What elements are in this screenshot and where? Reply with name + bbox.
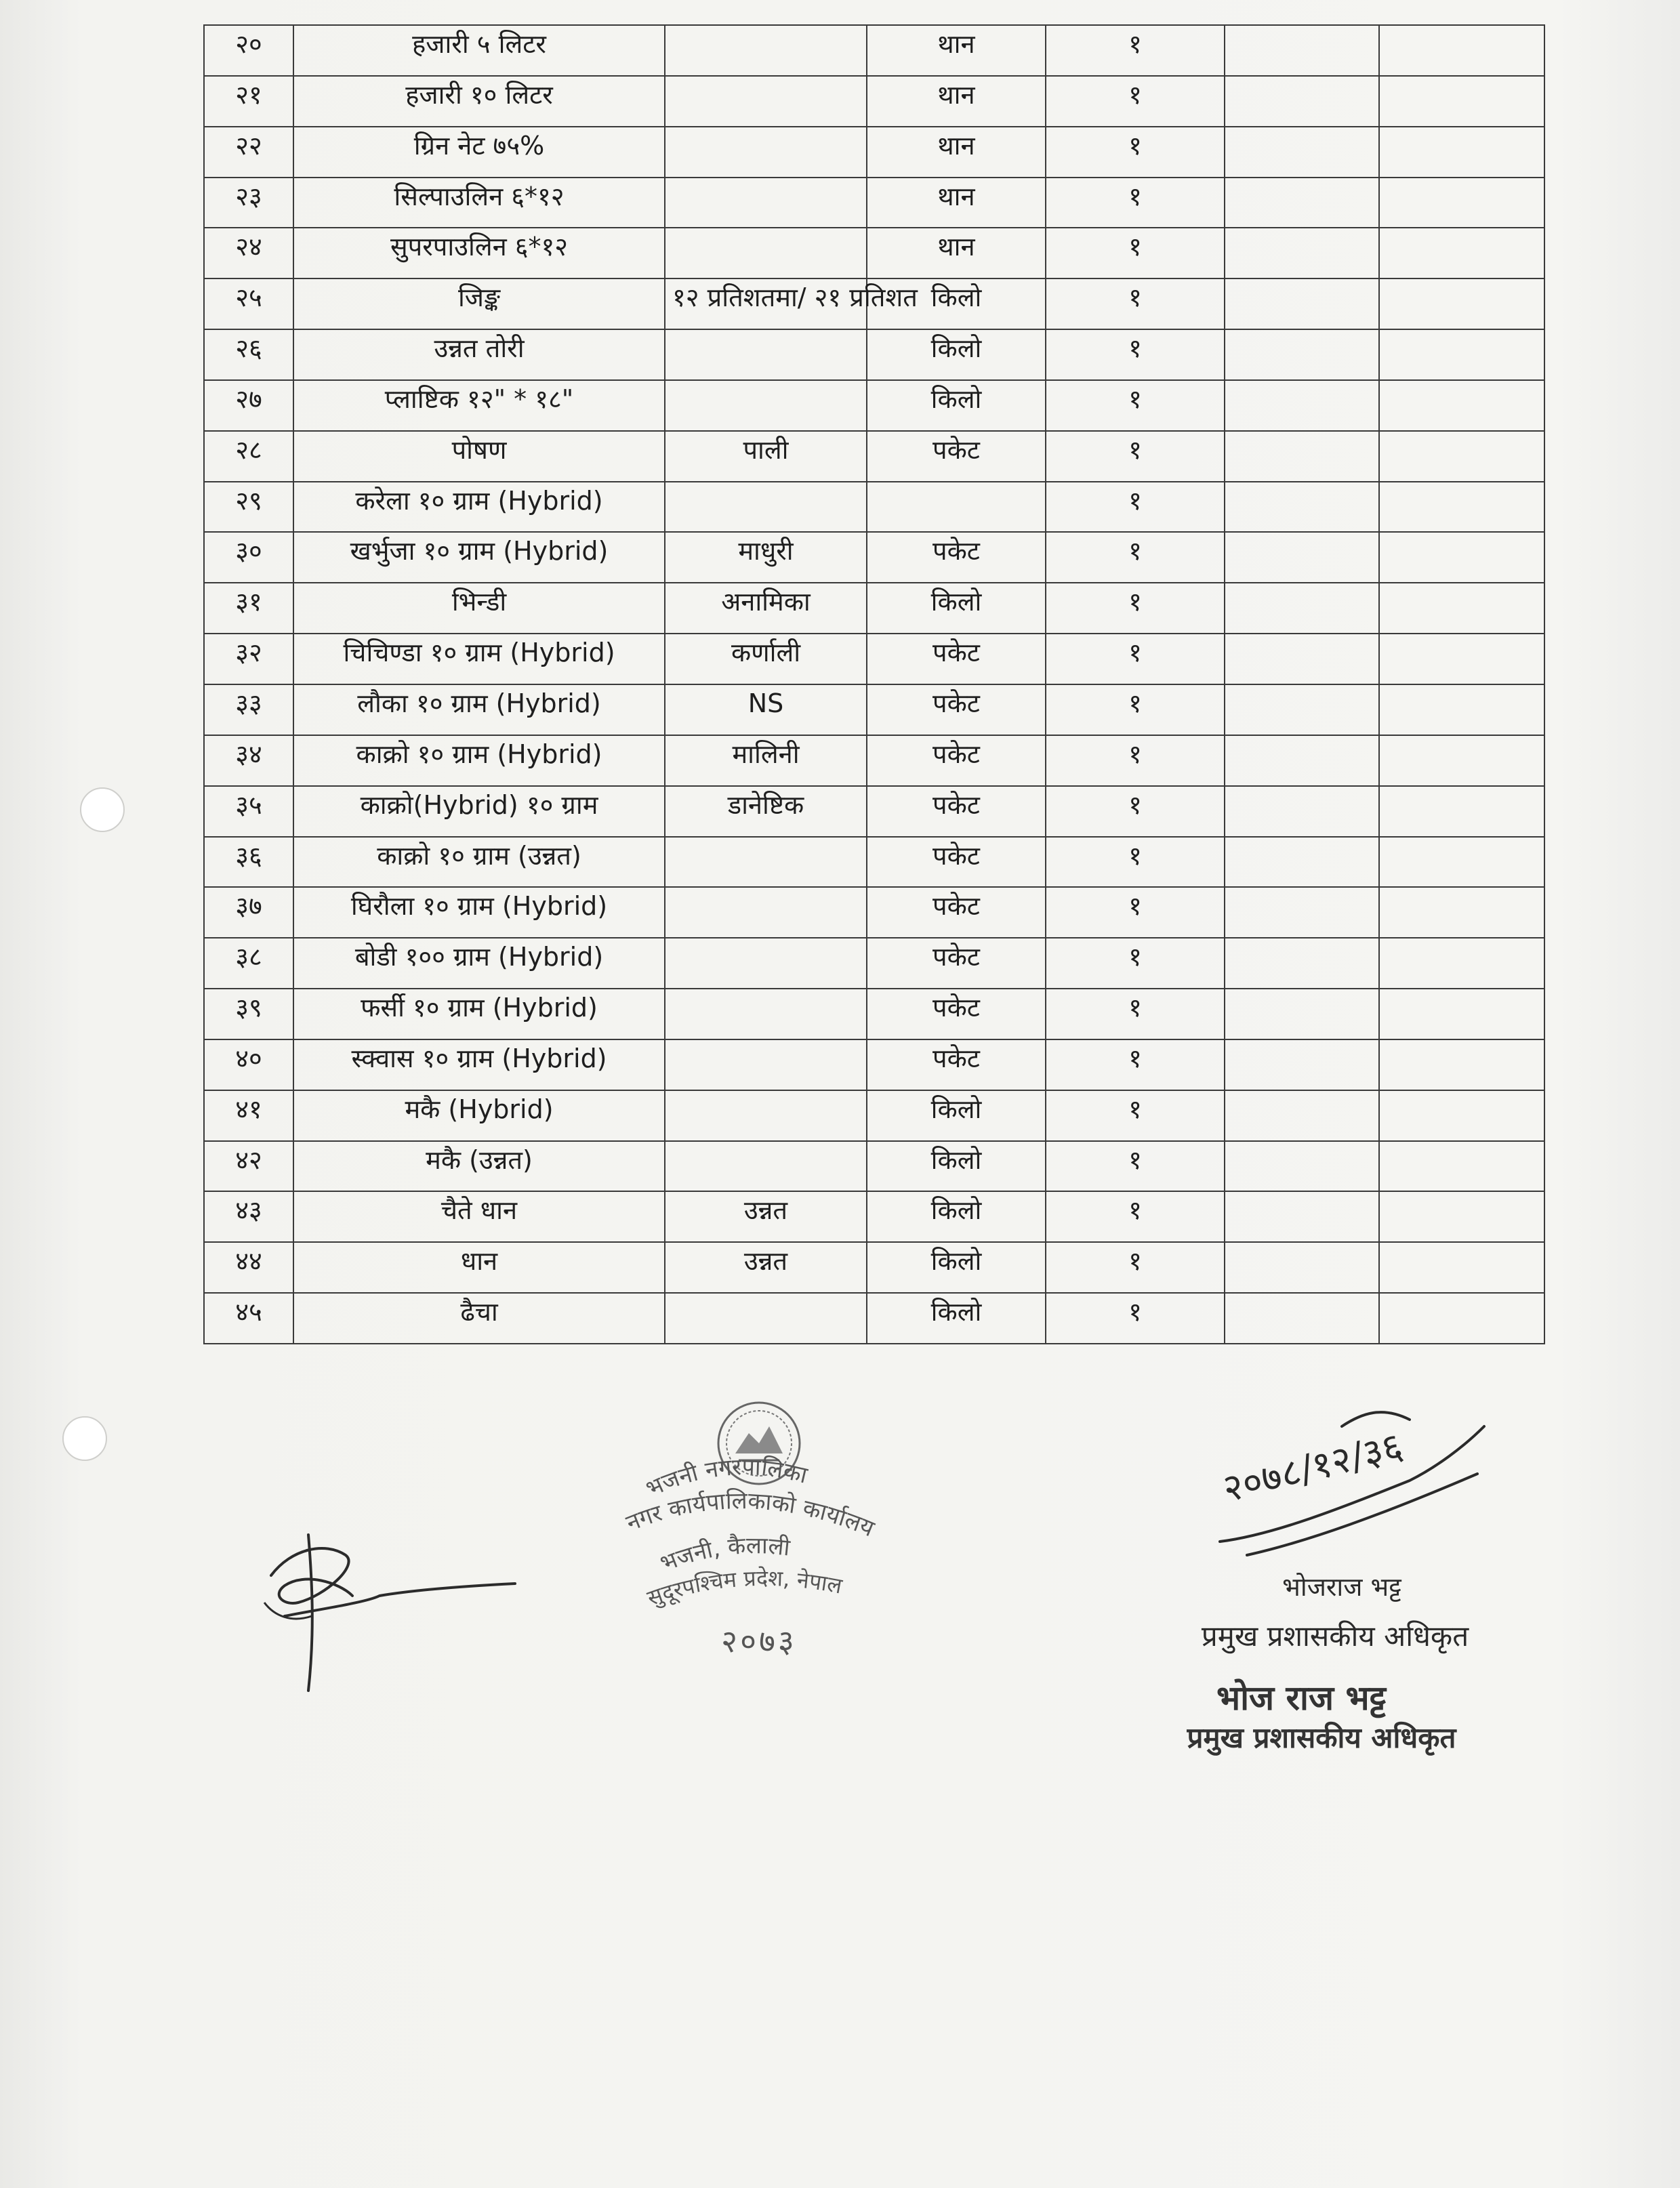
serial-number-cell: ३२ bbox=[204, 634, 293, 684]
table-row bbox=[204, 278, 1544, 329]
table-row bbox=[204, 1293, 1544, 1344]
unit-cell: पकेट bbox=[867, 1039, 1046, 1090]
quantity-cell: १ bbox=[1046, 127, 1225, 178]
quantity-cell: १ bbox=[1046, 178, 1225, 228]
table-row bbox=[204, 76, 1544, 127]
unit-cell: किलो bbox=[867, 1141, 1046, 1192]
blank-cell bbox=[1225, 786, 1379, 837]
punch-hole bbox=[62, 1416, 107, 1461]
unit-cell: पकेट bbox=[867, 938, 1046, 989]
table-row bbox=[204, 634, 1544, 684]
svg-text:भजनी नगरपालिका: भजनी नगरपालिका bbox=[642, 1453, 811, 1503]
variety-cell: उन्नत bbox=[665, 1191, 867, 1242]
serial-number-cell: ३५ bbox=[204, 786, 293, 837]
officer-printed-title: प्रमुख प्रशासकीय अधिकृत bbox=[1187, 1721, 1456, 1754]
item-name-cell: ढैचा bbox=[293, 1293, 665, 1344]
unit-cell: किलो bbox=[867, 583, 1046, 634]
blank-cell bbox=[1225, 1141, 1379, 1192]
serial-number-cell: ३३ bbox=[204, 684, 293, 735]
unit-cell: थान bbox=[867, 228, 1046, 278]
item-name-cell: पोषण bbox=[293, 431, 665, 482]
variety-cell: डानेष्टिक bbox=[665, 786, 867, 837]
unit-cell: पकेट bbox=[867, 735, 1046, 786]
item-name-cell: धान bbox=[293, 1242, 665, 1293]
serial-number-cell: ४० bbox=[204, 1039, 293, 1090]
quantity-cell: १ bbox=[1046, 837, 1225, 888]
item-name-cell: जिङ्क bbox=[293, 278, 665, 329]
table-row bbox=[204, 837, 1544, 888]
table-row bbox=[204, 684, 1544, 735]
blank-cell bbox=[1379, 278, 1544, 329]
variety-cell bbox=[665, 1039, 867, 1090]
variety-cell bbox=[665, 887, 867, 938]
quantity-cell: १ bbox=[1046, 329, 1225, 380]
blank-cell bbox=[1225, 583, 1379, 634]
item-name-cell: लौका १० ग्राम (Hybrid) bbox=[293, 684, 665, 735]
blank-cell bbox=[1225, 1293, 1379, 1344]
variety-cell bbox=[665, 1090, 867, 1141]
blank-cell bbox=[1225, 431, 1379, 482]
quantity-cell: १ bbox=[1046, 25, 1225, 76]
variety-cell: माधुरी bbox=[665, 532, 867, 583]
variety-cell bbox=[665, 1141, 867, 1192]
unit-cell: थान bbox=[867, 76, 1046, 127]
blank-cell bbox=[1225, 938, 1379, 989]
unit-cell: किलो bbox=[867, 278, 1046, 329]
unit-cell: किलो bbox=[867, 1191, 1046, 1242]
table-row bbox=[204, 329, 1544, 380]
quantity-cell: १ bbox=[1046, 532, 1225, 583]
blank-cell bbox=[1379, 482, 1544, 533]
item-name-cell: काक्रो १० ग्राम (Hybrid) bbox=[293, 735, 665, 786]
table-row bbox=[204, 887, 1544, 938]
item-name-cell: काक्रो(Hybrid) १० ग्राम bbox=[293, 786, 665, 837]
variety-cell: पाली bbox=[665, 431, 867, 482]
blank-cell bbox=[1225, 380, 1379, 431]
serial-number-cell: २९ bbox=[204, 482, 293, 533]
serial-number-cell: ३४ bbox=[204, 735, 293, 786]
item-name-cell: मकै (उन्नत) bbox=[293, 1141, 665, 1192]
item-name-cell: करेला १० ग्राम (Hybrid) bbox=[293, 482, 665, 533]
blank-cell bbox=[1379, 837, 1544, 888]
blank-cell bbox=[1379, 1242, 1544, 1293]
serial-number-cell: २६ bbox=[204, 329, 293, 380]
unit-cell: पकेट bbox=[867, 634, 1046, 684]
variety-cell: NS bbox=[665, 684, 867, 735]
unit-cell: पकेट bbox=[867, 431, 1046, 482]
item-name-cell: स्क्वास १० ग्राम (Hybrid) bbox=[293, 1039, 665, 1090]
quantity-cell: १ bbox=[1046, 431, 1225, 482]
unit-cell: पकेट bbox=[867, 837, 1046, 888]
unit-cell: थान bbox=[867, 25, 1046, 76]
variety-cell bbox=[665, 837, 867, 888]
right-signature bbox=[1206, 1399, 1491, 1575]
variety-cell bbox=[665, 228, 867, 278]
quantity-cell: १ bbox=[1046, 684, 1225, 735]
blank-cell bbox=[1379, 329, 1544, 380]
unit-cell: थान bbox=[867, 127, 1046, 178]
blank-cell bbox=[1225, 684, 1379, 735]
blank-cell bbox=[1225, 1191, 1379, 1242]
quantity-cell: १ bbox=[1046, 380, 1225, 431]
table-row bbox=[204, 431, 1544, 482]
quantity-cell: १ bbox=[1046, 1242, 1225, 1293]
officer-handwritten-name: भोजराज भट्ट bbox=[1282, 1572, 1401, 1602]
serial-number-cell: २३ bbox=[204, 178, 293, 228]
item-name-cell: खर्भुजा १० ग्राम (Hybrid) bbox=[293, 532, 665, 583]
variety-cell: मालिनी bbox=[665, 735, 867, 786]
blank-cell bbox=[1225, 634, 1379, 684]
blank-cell bbox=[1379, 583, 1544, 634]
unit-cell: किलो bbox=[867, 380, 1046, 431]
unit-cell bbox=[867, 482, 1046, 533]
blank-cell bbox=[1379, 989, 1544, 1039]
table-row bbox=[204, 938, 1544, 989]
quantity-cell: १ bbox=[1046, 583, 1225, 634]
blank-cell bbox=[1225, 989, 1379, 1039]
variety-cell bbox=[665, 127, 867, 178]
blank-cell bbox=[1225, 25, 1379, 76]
items-table-wrapper bbox=[203, 24, 1544, 1344]
blank-cell bbox=[1379, 76, 1544, 127]
serial-number-cell: २१ bbox=[204, 76, 293, 127]
item-name-cell: ग्रिन नेट ७५% bbox=[293, 127, 665, 178]
item-name-cell: उन्नत तोरी bbox=[293, 329, 665, 380]
item-name-cell: घिरौला १० ग्राम (Hybrid) bbox=[293, 887, 665, 938]
quantity-cell: १ bbox=[1046, 228, 1225, 278]
table-row bbox=[204, 127, 1544, 178]
variety-cell: अनामिका bbox=[665, 583, 867, 634]
quantity-cell: १ bbox=[1046, 1293, 1225, 1344]
serial-number-cell: ३९ bbox=[204, 989, 293, 1039]
items-table bbox=[203, 24, 1545, 1344]
table-row bbox=[204, 380, 1544, 431]
svg-text:नगर कार्यपालिकाको कार्यालय: नगर कार्यपालिकाको कार्यालय bbox=[622, 1487, 878, 1543]
blank-cell bbox=[1379, 127, 1544, 178]
serial-number-cell: ३१ bbox=[204, 583, 293, 634]
table-row bbox=[204, 786, 1544, 837]
blank-cell bbox=[1379, 684, 1544, 735]
item-name-cell: काक्रो १० ग्राम (उन्नत) bbox=[293, 837, 665, 888]
items-table-body bbox=[204, 25, 1544, 1344]
blank-cell bbox=[1379, 938, 1544, 989]
serial-number-cell: २५ bbox=[204, 278, 293, 329]
item-name-cell: चैते धान bbox=[293, 1191, 665, 1242]
table-row bbox=[204, 1141, 1544, 1192]
quantity-cell: १ bbox=[1046, 1039, 1225, 1090]
serial-number-cell: २७ bbox=[204, 380, 293, 431]
unit-cell: थान bbox=[867, 178, 1046, 228]
variety-cell: १२ प्रतिशतमा/ २१ प्रतिशत bbox=[665, 278, 867, 329]
variety-cell bbox=[665, 76, 867, 127]
blank-cell bbox=[1379, 1039, 1544, 1090]
table-row bbox=[204, 25, 1544, 76]
serial-number-cell: ३७ bbox=[204, 887, 293, 938]
blank-cell bbox=[1379, 228, 1544, 278]
table-row bbox=[204, 1039, 1544, 1090]
table-row bbox=[204, 1090, 1544, 1141]
unit-cell: पकेट bbox=[867, 532, 1046, 583]
variety-cell bbox=[665, 178, 867, 228]
serial-number-cell: ४५ bbox=[204, 1293, 293, 1344]
blank-cell bbox=[1379, 1191, 1544, 1242]
blank-cell bbox=[1225, 532, 1379, 583]
item-name-cell: सुपरपाउलिन ६*१२ bbox=[293, 228, 665, 278]
table-row bbox=[204, 989, 1544, 1039]
blank-cell bbox=[1225, 887, 1379, 938]
quantity-cell: १ bbox=[1046, 482, 1225, 533]
unit-cell: किलो bbox=[867, 1242, 1046, 1293]
blank-cell bbox=[1379, 887, 1544, 938]
table-row bbox=[204, 735, 1544, 786]
table-row bbox=[204, 482, 1544, 533]
serial-number-cell: ३६ bbox=[204, 837, 293, 888]
serial-number-cell: ४४ bbox=[204, 1242, 293, 1293]
item-name-cell: हजारी ५ लिटर bbox=[293, 25, 665, 76]
item-name-cell: चिचिण्डा १० ग्राम (Hybrid) bbox=[293, 634, 665, 684]
office-stamp bbox=[610, 1396, 908, 1667]
quantity-cell: १ bbox=[1046, 989, 1225, 1039]
item-name-cell: बोडी १०० ग्राम (Hybrid) bbox=[293, 938, 665, 989]
quantity-cell: १ bbox=[1046, 938, 1225, 989]
unit-cell: किलो bbox=[867, 1293, 1046, 1344]
svg-text:भजनी, कैलाली: भजनी, कैलाली bbox=[656, 1532, 792, 1578]
variety-cell bbox=[665, 989, 867, 1039]
variety-cell bbox=[665, 380, 867, 431]
serial-number-cell: ४३ bbox=[204, 1191, 293, 1242]
item-name-cell: हजारी १० लिटर bbox=[293, 76, 665, 127]
variety-cell bbox=[665, 482, 867, 533]
quantity-cell: १ bbox=[1046, 1141, 1225, 1192]
blank-cell bbox=[1225, 278, 1379, 329]
blank-cell bbox=[1379, 380, 1544, 431]
blank-cell bbox=[1225, 329, 1379, 380]
stamp-year: २०७३ bbox=[721, 1623, 797, 1659]
quantity-cell: १ bbox=[1046, 887, 1225, 938]
unit-cell: पकेट bbox=[867, 887, 1046, 938]
variety-cell: उन्नत bbox=[665, 1242, 867, 1293]
item-name-cell: भिन्डी bbox=[293, 583, 665, 634]
blank-cell bbox=[1225, 127, 1379, 178]
variety-cell bbox=[665, 25, 867, 76]
stamp-text bbox=[610, 1437, 908, 1640]
blank-cell bbox=[1225, 228, 1379, 278]
serial-number-cell: २४ bbox=[204, 228, 293, 278]
blank-cell bbox=[1379, 532, 1544, 583]
quantity-cell: १ bbox=[1046, 278, 1225, 329]
quantity-cell: १ bbox=[1046, 76, 1225, 127]
blank-cell bbox=[1225, 1242, 1379, 1293]
officer-printed-name: भोज राज भट्ट bbox=[1216, 1678, 1387, 1718]
item-name-cell: फर्सी १० ग्राम (Hybrid) bbox=[293, 989, 665, 1039]
table-row bbox=[204, 532, 1544, 583]
svg-text:सुदूरपश्चिम प्रदेश, नेपाल: सुदूरपश्चिम प्रदेश, नेपाल bbox=[644, 1565, 844, 1611]
blank-cell bbox=[1379, 735, 1544, 786]
punch-hole bbox=[80, 787, 125, 832]
blank-cell bbox=[1379, 1293, 1544, 1344]
blank-cell bbox=[1379, 1141, 1544, 1192]
quantity-cell: १ bbox=[1046, 1090, 1225, 1141]
blank-cell bbox=[1225, 178, 1379, 228]
blank-cell bbox=[1225, 1090, 1379, 1141]
unit-cell: पकेट bbox=[867, 786, 1046, 837]
officer-handwritten-title: प्रमुख प्रशासकीय अधिकृत bbox=[1201, 1619, 1469, 1653]
serial-number-cell: २८ bbox=[204, 431, 293, 482]
blank-cell bbox=[1225, 1039, 1379, 1090]
item-name-cell: प्लाष्टिक १२" * १८" bbox=[293, 380, 665, 431]
table-row bbox=[204, 1242, 1544, 1293]
table-row bbox=[204, 1191, 1544, 1242]
table-row bbox=[204, 583, 1544, 634]
blank-cell bbox=[1379, 786, 1544, 837]
table-row bbox=[204, 178, 1544, 228]
table-row bbox=[204, 228, 1544, 278]
blank-cell bbox=[1225, 735, 1379, 786]
blank-cell bbox=[1379, 634, 1544, 684]
item-name-cell: सिल्पाउलिन ६*१२ bbox=[293, 178, 665, 228]
blank-cell bbox=[1225, 482, 1379, 533]
variety-cell bbox=[665, 1293, 867, 1344]
unit-cell: किलो bbox=[867, 329, 1046, 380]
unit-cell: पकेट bbox=[867, 989, 1046, 1039]
serial-number-cell: २२ bbox=[204, 127, 293, 178]
serial-number-cell: ४१ bbox=[204, 1090, 293, 1141]
blank-cell bbox=[1379, 1090, 1544, 1141]
blank-cell bbox=[1379, 178, 1544, 228]
blank-cell bbox=[1225, 76, 1379, 127]
serial-number-cell: ३० bbox=[204, 532, 293, 583]
quantity-cell: १ bbox=[1046, 1191, 1225, 1242]
left-signature bbox=[244, 1521, 529, 1697]
item-name-cell: मकै (Hybrid) bbox=[293, 1090, 665, 1141]
quantity-cell: १ bbox=[1046, 735, 1225, 786]
quantity-cell: १ bbox=[1046, 634, 1225, 684]
svg-text:२०७८/१२/३६: २०७८/१२/३६ bbox=[1218, 1424, 1408, 1512]
serial-number-cell: २० bbox=[204, 25, 293, 76]
serial-number-cell: ३८ bbox=[204, 938, 293, 989]
blank-cell bbox=[1225, 837, 1379, 888]
quantity-cell: १ bbox=[1046, 786, 1225, 837]
unit-cell: पकेट bbox=[867, 684, 1046, 735]
variety-cell: कर्णाली bbox=[665, 634, 867, 684]
variety-cell bbox=[665, 938, 867, 989]
unit-cell: किलो bbox=[867, 1090, 1046, 1141]
blank-cell bbox=[1379, 431, 1544, 482]
variety-cell bbox=[665, 329, 867, 380]
blank-cell bbox=[1379, 25, 1544, 76]
serial-number-cell: ४२ bbox=[204, 1141, 293, 1192]
